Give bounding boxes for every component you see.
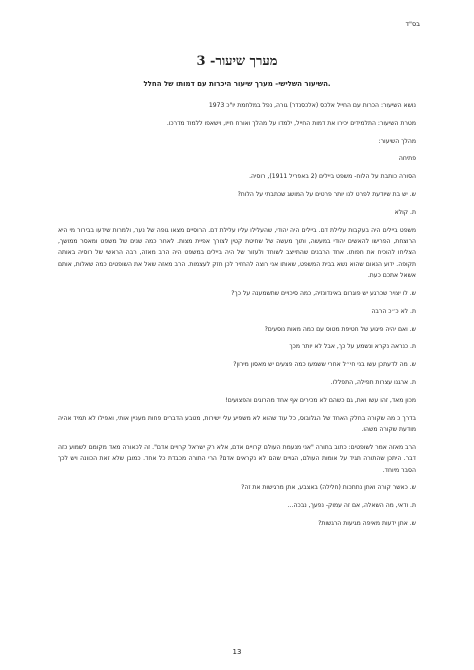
document-body bbox=[58, 100, 416, 536]
paragraph-explanation: בדרך כ מה שקורה בחלק האחד של הגלובוס, כל עוד שהוא לא משפיע עלי ישירות, מטבע הדברים פחות מעניין אותי, ואפילו לא תמיד אהיה מודעת שקורה משהו. bbox=[58, 414, 416, 433]
paragraph-question-6: ש. אתן ידעות מאיפה מגיעות הרגשות? bbox=[318, 519, 416, 527]
lesson-title: מערך שיעור- 3 bbox=[196, 54, 278, 69]
page-number: 13 bbox=[232, 648, 242, 656]
paragraph-question-5: ש. כאשר קורה ואתן נתתכות (חלילה) באצבע, אתן מרגישות את זה? bbox=[241, 484, 416, 492]
paragraph-answer-2: ת. לא כ״כ הרבה bbox=[371, 307, 416, 315]
lesson-subtitle: השיעור השלישי- מערך שיעור היכרות עם דמותו של החלל. bbox=[143, 80, 331, 88]
paragraph-topic: נושא השיעור: הכרות עם החייל אלכס (אלכסנדר) גורה, נפל במלחמת יו"כ 1973 bbox=[208, 102, 416, 109]
paragraph-question-1: ש. יש בת שיודעת לפרט לנו יותר פרטים על המושג שכתבתי על הלוח? bbox=[237, 190, 416, 198]
paragraph-procedure: מהלך השיעור: bbox=[378, 137, 416, 145]
paragraph-rabbi-speech: הרב מאזה אמר לשופטים: כתוב בתורה "אני מנעמת העולם קרויים אדם, אלא רק ישראל קרויים אדם". זה לכאורה מאד מקומם לשמוע כזה דבר. היתכן שהתורה תגיד על אומות העולם, הגויים שהם לא נקראים אדם? הרי התורה מכבדת כל אחד. כמובן שלא זאת הכוונה ויש לכך הסבר מיוחד. bbox=[58, 443, 416, 474]
header-bsd: בס"ד bbox=[405, 20, 420, 28]
paragraph-comment: מכון מאד, זהו עשו ואת, גם כשהם לא מכירים אף אחד מהרוגים והפצועים! bbox=[225, 396, 416, 404]
paragraph-board: הסורה כותבת על הלוח- משפט ביילים (2 באפריל 1911), רוסיה. bbox=[249, 173, 416, 181]
paragraph-question-4: ש. מה לדעתכן עשו בני חי״ל אחרי ששמעו כמה פצעים יש מאסון מירון? bbox=[233, 361, 416, 369]
paragraph-question-2: ש. לו יצויר שכרגע יש פוגרום באינדונזיה, כמה סיכויים שתשמענה על כך? bbox=[231, 290, 416, 297]
paragraph-answer-5: ת. ודאי, מה השאלה, אם זה עמוק- נפעך, נבכה... bbox=[287, 502, 416, 510]
paragraph-answer-1: ת. קולא bbox=[394, 208, 416, 216]
paragraph-answer-4: ת. ארגנו עצרות תפילה, התפללו. bbox=[330, 378, 416, 386]
paragraph-beilis-story: משפט ביילים היה בעקבות עלילת דם. ביילים היה יהודי, שהעלילו עליו עלילת דם. הרוסיים מצאו גופה של נער, ולמרות שידעו בבירור מי היא הרוצחת, הפרישו להאשים יהודי במעשה, ותוך מעשה של שחיטת קטין לצורך אפיית מצות. לאחר כמה שנים של משפט ומאסר ממושך, הצליחו להוכיח את חפותו. אחד הרבנים שהתייצב לשוחד ולעזור של היה ביילים במשפט היה הרב מאזה, רבה הראשי של רוסיה באותה תקופה. ידוע הנאום שהוא נשא בבית המשפט, שאותו אני רוצה להחזיר לכן חזק לעצמות. הרב מאזה שאל את השופטים כמה שאלות, אותם אשאל אתכם כעת. bbox=[58, 226, 416, 280]
paragraph-question-3: ש. ואם יהיה פיגוע של חטיפת מטוס עם כמה מאות נוסעים? bbox=[264, 325, 416, 333]
paragraph-answer-3: ת. כנראה נקרא ונשמע על כך, אבל לא יותר מכך bbox=[289, 343, 416, 351]
paragraph-opening: פתיחה bbox=[398, 155, 416, 163]
paragraph-goal: מטרת השיעור: התלמידים יכירו את דמות החייל, ילמדו על מהלך ואורח חייו, וישאפו ללמוד מדרכו. bbox=[166, 119, 416, 127]
